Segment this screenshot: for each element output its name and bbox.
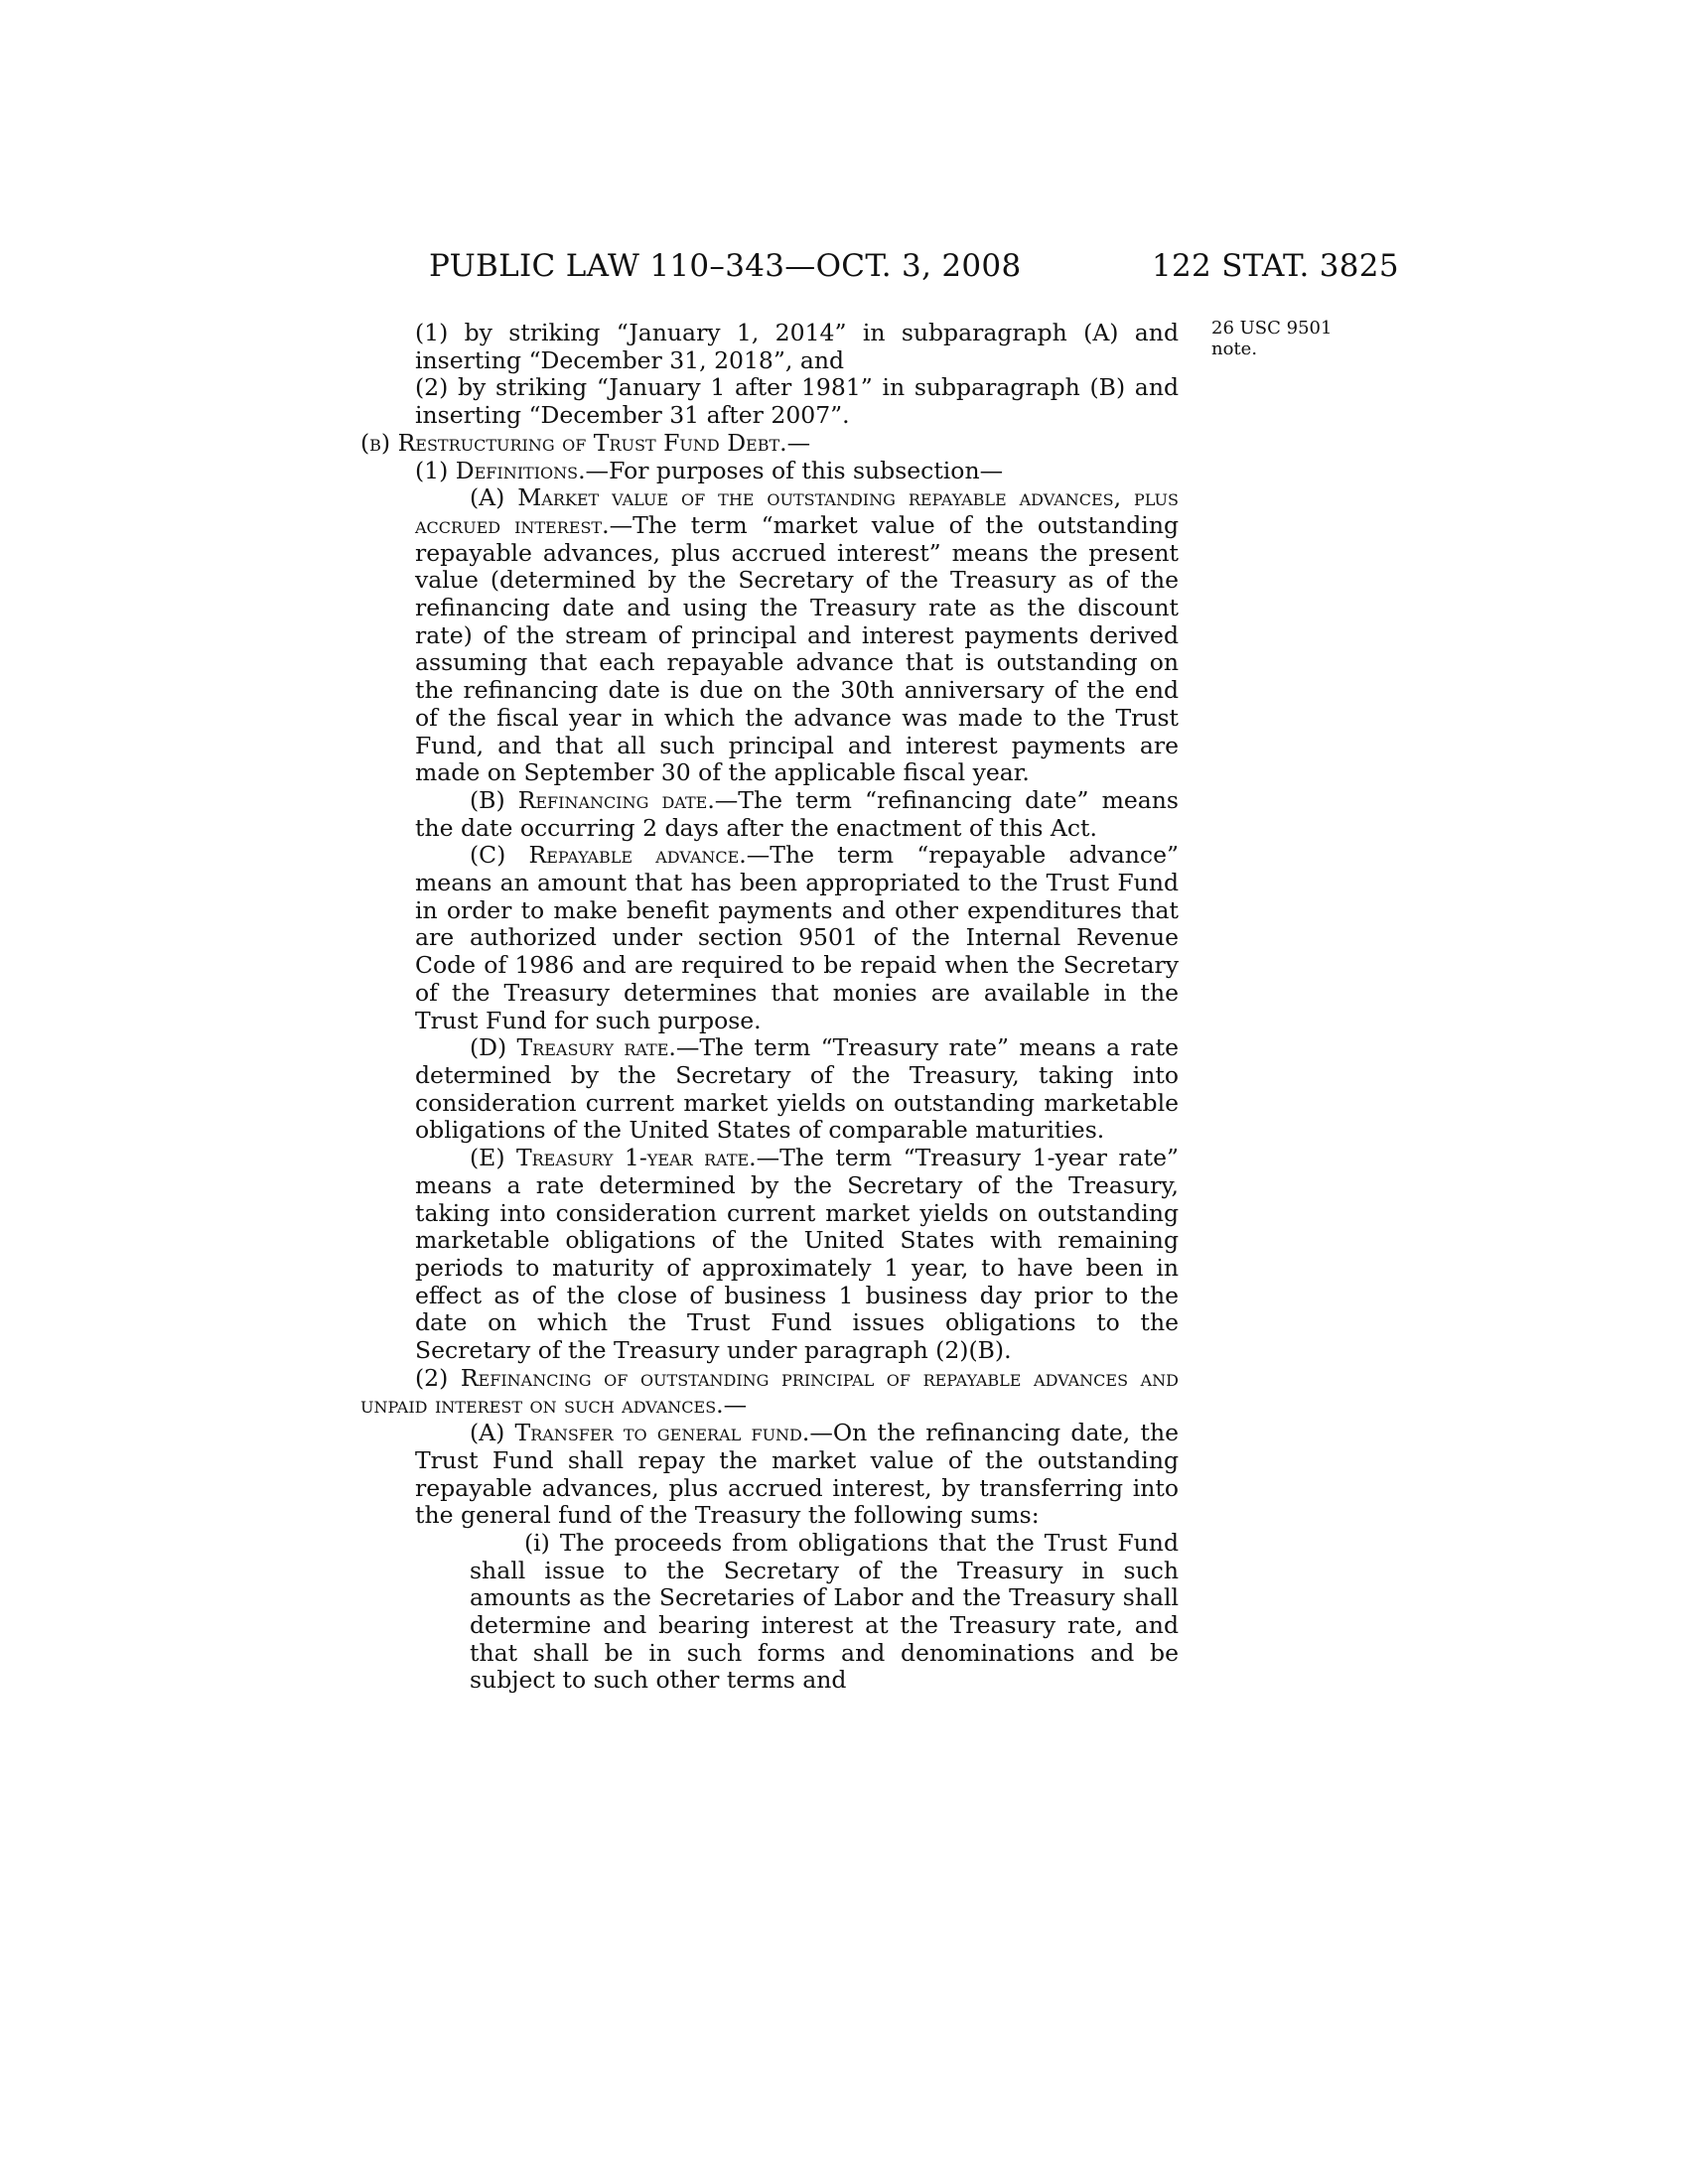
paragraph-b2a-transfer: (A) Transfer to general fund.—On the refinancing date, the Trust Fund shall repay the market value of the outstanding repayable advances, plus accrued interest, by transferring into the general fund of the Treasury the following sums:: [415, 1419, 1179, 1530]
margin-note: [1211, 318, 1370, 359]
statute-body: [360, 320, 1179, 1695]
definition-treasury-rate: (D) Treasury rate.—The term “Treasury rate” means a rate determined by the Secretary of the Treasury, taking into consideration current market yields on outstanding marketable obligations of the United States of comparable maturities.: [415, 1033, 1179, 1145]
definition-refinancing-date: (B) Refinancing date.—The term “refinancing date” means the date occurring 2 days after the enactment of this Act.: [415, 785, 1179, 842]
margin-note-suffix: note.: [1211, 339, 1258, 359]
subsection-b-heading: (b) Restructuring of Trust Fund Debt.—: [360, 428, 811, 457]
definition-repayable-advance: (C) Repayable advance.—The term “repayable advance” means an amount that has been appropriated to the Trust Fund in order to make benefit payments and other expenditures that are authorized under section 9501 of the Internal Revenue Code of 1986 and are required to be repaid when the Secretary of the Treasury determines that monies are available in the Trust Fund for such purpose.: [415, 841, 1179, 1034]
running-header-page: 122 STAT. 3825: [1152, 248, 1399, 284]
clause-i-proceeds: (i) The proceeds from obligations that the Trust Fund shall issue to the Secretary of the Treasury in such amounts as the Secretaries of Labor and the Treasury shall determine and bearing interest at the Treasury rate, and that shall be in such forms and denominations and be subject to such other terms and: [470, 1528, 1179, 1695]
paragraph-a2: (2) by striking “January 1 after 1981” in subparagraph (B) and inserting “December 31 after 2007”.: [415, 373, 1179, 430]
paragraph-b1-definitions: (1) Definitions.—For purposes of this subsection—: [415, 456, 1004, 484]
definition-market-value: (A) Market value of the outstanding repayable advances, plus accrued interest.—The term “market value of the outstanding repayable advances, plus accrued interest” means the present value (determined by the Secretary of the Treasury as of the refinancing date and using the Treasury rate as the discount rate) of the stream of principal and interest payments derived assuming that each repayable advance that is outstanding on the refinancing date is due on the 30th anniversary of the end of the fiscal year in which the advance was made to the Trust Fund, and that all such principal and interest payments are made on September 30 of the applicable fiscal year.: [415, 483, 1179, 787]
running-header-title: PUBLIC LAW 110–343—OCT. 3, 2008: [429, 248, 1022, 284]
paragraph-b2-heading: (2) Refinancing of outstanding principal of repayable advances and unpaid interest on such advances.—: [360, 1363, 1179, 1420]
margin-note-citation: 26 USC 9501: [1211, 318, 1333, 339]
paragraph-a1: (1) by striking “January 1, 2014” in subparagraph (A) and inserting “December 31, 2018”, and: [415, 319, 1179, 374]
definition-treasury-1-year-rate: (E) Treasury 1-year rate.—The term “Treasury 1-year rate” means a rate determined by the Secretary of the Treasury, taking into consideration current market yields on outstanding marketable obligations of the United States with remaining periods to maturity of approximately 1 year, to have been in effect as of the close of business 1 business day prior to the date on which the Trust Fund issues obligations to the Secretary of the Treasury under paragraph (2)(B).: [415, 1144, 1180, 1365]
